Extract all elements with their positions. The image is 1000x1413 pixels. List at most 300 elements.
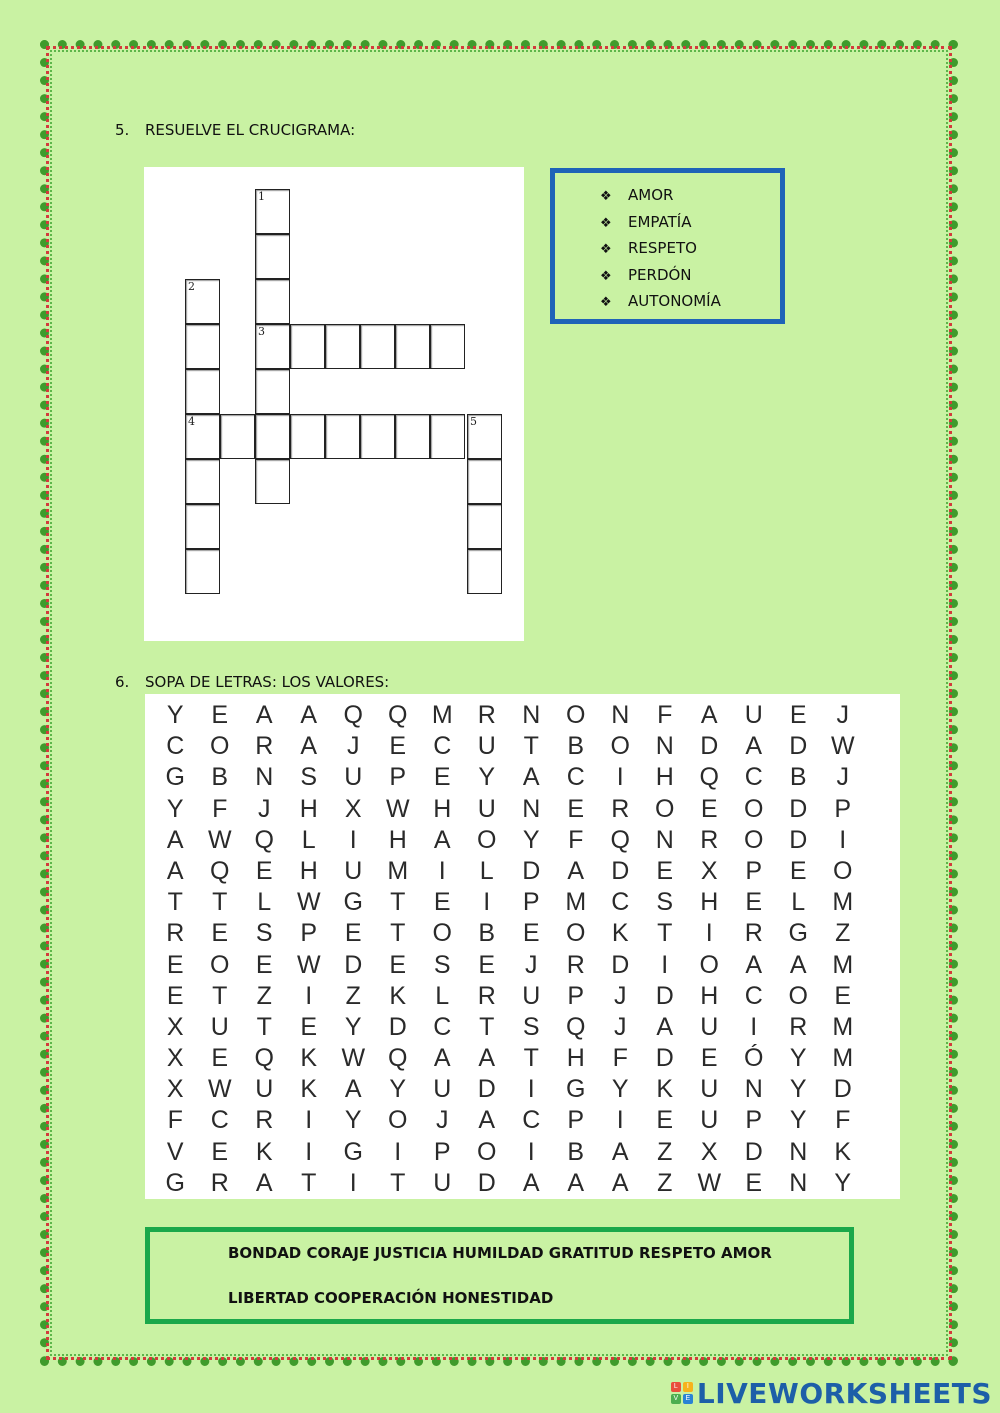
word-search-letter[interactable]: U (522, 981, 541, 1010)
word-search-letter[interactable]: N (744, 1075, 763, 1104)
crossword-cell[interactable] (467, 549, 502, 594)
word-search-letter[interactable]: A (567, 856, 585, 885)
word-search-letter[interactable]: S (300, 763, 318, 792)
word-search-letter[interactable]: J (525, 950, 538, 979)
word-search-letter[interactable]: P (567, 1106, 585, 1135)
word-search-letter[interactable]: D (655, 1044, 674, 1073)
word-search-letter[interactable]: E (700, 794, 718, 823)
word-search-letter[interactable]: Q (566, 1012, 586, 1041)
word-search-letter[interactable]: B (567, 1137, 585, 1166)
word-search-letter[interactable]: O (699, 950, 719, 979)
diamond-bullet-icon: ❖ (600, 189, 612, 204)
word-search-letter[interactable]: R (744, 919, 763, 948)
crossword-cell[interactable] (255, 459, 290, 504)
word-search-letter[interactable]: E (166, 950, 184, 979)
word-search-letter[interactable]: W (207, 1075, 232, 1104)
word-search-letter[interactable]: Y (789, 1075, 807, 1104)
word-search-letter[interactable]: N (255, 763, 274, 792)
word-search-letter[interactable]: K (656, 1075, 674, 1104)
word-search-letter[interactable]: Z (657, 1168, 673, 1197)
word-search-letter[interactable]: M (832, 1044, 854, 1073)
word-search-letter[interactable]: Q (388, 701, 408, 729)
word-search-letter[interactable]: S (522, 1012, 540, 1041)
word-search-letter[interactable]: N (789, 1137, 808, 1166)
word-search-letter[interactable]: W (341, 1044, 366, 1073)
word-search-letter[interactable]: T (167, 888, 183, 917)
word-search-letter[interactable]: Y (789, 1106, 807, 1135)
word-search-letter[interactable]: O (210, 950, 230, 979)
word-search-letter[interactable]: N (655, 732, 674, 761)
word-search-letter[interactable]: D (477, 1168, 496, 1197)
word-search-letter[interactable]: I (750, 1012, 758, 1041)
word-search-letter[interactable]: P (389, 763, 407, 792)
word-search-letter[interactable]: I (616, 1106, 624, 1135)
crossword-cell[interactable] (185, 549, 220, 594)
word-search-letter[interactable]: K (300, 1075, 318, 1104)
word-search-letter[interactable]: R (477, 701, 496, 729)
word-search-letter[interactable]: A (300, 732, 318, 761)
crossword-cell[interactable] (290, 324, 325, 369)
section-5-label: RESUELVE EL CRUCIGRAMA: (145, 121, 356, 139)
word-search-letter[interactable]: I (527, 1075, 535, 1104)
word-search-letter[interactable]: P (300, 919, 318, 948)
word-search-letter[interactable]: A (255, 1168, 273, 1197)
crossword-cell[interactable] (185, 324, 220, 369)
word-bank-line-2: LIBERTAD COOPERACIÓN HONESTIDAD (228, 1289, 554, 1307)
word-search-letter[interactable]: A (522, 1168, 540, 1197)
word-search-letter[interactable]: P (567, 981, 585, 1010)
clue-number-1: 1 (258, 190, 265, 203)
word-search-letter[interactable]: A (166, 856, 184, 885)
word-search-letter[interactable]: Y (166, 794, 184, 823)
word-search-letter[interactable]: M (832, 888, 854, 917)
word-search-letter[interactable]: I (616, 763, 624, 792)
word-search-letter[interactable]: Z (256, 981, 272, 1010)
word-search-letter[interactable]: U (433, 1168, 452, 1197)
crossword-cell[interactable] (185, 459, 220, 504)
crossword-cell[interactable] (395, 324, 430, 369)
word-search-letter[interactable]: A (433, 1044, 451, 1073)
word-search-letter[interactable]: E (211, 1137, 229, 1166)
word-search-letter[interactable]: H (566, 1044, 585, 1073)
word-search-letter[interactable]: X (700, 1137, 718, 1166)
word-search-letter[interactable]: I (305, 981, 313, 1010)
word-search-letter[interactable]: L (479, 856, 494, 885)
word-search-letter[interactable]: O (566, 701, 586, 729)
word-search-letter[interactable]: L (435, 981, 450, 1010)
word-search-letter[interactable]: U (477, 732, 496, 761)
word-search-letter[interactable]: D (611, 950, 630, 979)
word-search-letter[interactable]: N (522, 701, 541, 729)
word-search-letter[interactable]: P (745, 856, 763, 885)
word-search-letter[interactable]: I (438, 856, 446, 885)
word-search-letter[interactable]: Q (210, 856, 230, 885)
crossword-cell[interactable] (255, 279, 290, 324)
crossword-cell[interactable] (325, 414, 360, 459)
word-search-letter[interactable]: F (167, 1106, 183, 1135)
word-search-letter[interactable]: X (166, 1075, 184, 1104)
word-search-letter[interactable]: E (211, 1044, 229, 1073)
word-search-letter[interactable]: D (789, 794, 808, 823)
word-search-letter[interactable]: I (305, 1137, 313, 1166)
word-search-letter[interactable]: Y (478, 763, 496, 792)
word-search-letter[interactable]: G (165, 763, 185, 792)
word-search-letter[interactable]: E (389, 732, 407, 761)
word-search-letter[interactable]: Q (610, 825, 630, 854)
word-search-letter[interactable]: D (833, 1075, 852, 1104)
word-search-letter[interactable]: C (166, 732, 185, 761)
word-search-letter[interactable]: Z (345, 981, 361, 1010)
word-search-letter[interactable]: W (385, 794, 410, 823)
crossword-cell[interactable] (185, 369, 220, 414)
word-search-letter[interactable]: G (788, 919, 808, 948)
word-search-grid[interactable] (153, 700, 865, 1199)
crossword-cell[interactable] (430, 324, 465, 369)
crossword-cell[interactable] (220, 414, 255, 459)
word-search-letter[interactable]: A (344, 1075, 362, 1104)
word-search-letter[interactable]: V (166, 1137, 184, 1166)
word-search-letter[interactable]: W (296, 950, 321, 979)
word-search-letter[interactable]: D (388, 1012, 407, 1041)
word-search-letter[interactable]: A (656, 1012, 674, 1041)
word-search-letter[interactable]: A (611, 1137, 629, 1166)
word-search-letter[interactable]: O (477, 825, 497, 854)
word-search-letter[interactable]: P (433, 1137, 451, 1166)
word-search-letter[interactable]: N (789, 1168, 808, 1197)
word-search-letter[interactable]: Y (522, 825, 540, 854)
word-search-letter[interactable]: C (522, 1106, 541, 1135)
word-search-letter[interactable]: R (255, 1106, 274, 1135)
word-search-letter[interactable]: E (789, 856, 807, 885)
word-search-letter[interactable]: E (656, 856, 674, 885)
list-item: ❖ AMOR (600, 183, 780, 210)
word-search-letter[interactable]: N (522, 794, 541, 823)
word-search-letter[interactable]: U (433, 1075, 452, 1104)
word-search-letter[interactable]: S (255, 919, 273, 948)
crossword-cell[interactable] (430, 414, 465, 459)
word-search-letter[interactable]: D (477, 1075, 496, 1104)
crossword-cell[interactable] (290, 414, 325, 459)
word-search-letter[interactable]: D (789, 732, 808, 761)
word-search-letter[interactable]: E (255, 950, 273, 979)
crossword-cell[interactable] (185, 279, 220, 324)
word-search-letter[interactable]: G (343, 888, 363, 917)
word-search-letter[interactable]: J (258, 794, 271, 823)
word-search-letter[interactable]: H (433, 794, 452, 823)
word-search-letter[interactable]: N (611, 701, 630, 729)
word-search-letter[interactable]: A (567, 1168, 585, 1197)
diamond-bullet-icon: ❖ (600, 215, 612, 231)
word-search-letter[interactable]: I (483, 888, 491, 917)
word-search-letter[interactable]: D (655, 981, 674, 1010)
word-search-letter[interactable]: E (433, 888, 451, 917)
word-search-letter[interactable]: T (301, 1168, 317, 1197)
word-search-letter[interactable]: T (479, 1012, 495, 1041)
word-search-letter[interactable]: D (522, 856, 541, 885)
word-search-letter[interactable]: T (523, 1044, 539, 1073)
word-search-letter[interactable]: J (347, 732, 360, 761)
word-search-letter[interactable]: Z (835, 919, 851, 948)
word-search-letter[interactable]: P (522, 888, 540, 917)
word-search-letter[interactable]: O (744, 825, 764, 854)
word-search-letter[interactable]: A (745, 950, 763, 979)
word-search-letter[interactable]: O (833, 856, 853, 885)
word-search-letter[interactable]: Q (254, 825, 274, 854)
word-search-letter[interactable]: E (255, 856, 273, 885)
word-search-letter[interactable]: F (568, 825, 584, 854)
word-search-letter[interactable]: C (433, 732, 452, 761)
word-search-letter[interactable]: R (166, 919, 185, 948)
word-search-letter[interactable]: J (436, 1106, 449, 1135)
word-search-letter[interactable]: B (478, 919, 496, 948)
word-search-letter[interactable]: E (344, 919, 362, 948)
word-search-letter[interactable]: T (212, 888, 228, 917)
word-search-letter[interactable]: C (744, 763, 763, 792)
word-search-letter[interactable]: F (835, 1106, 851, 1135)
word-search-letter[interactable]: N (655, 825, 674, 854)
word-search-letter[interactable]: J (836, 763, 849, 792)
word-search-letter[interactable]: A (433, 825, 451, 854)
word-search-letter[interactable]: X (344, 794, 362, 823)
word-search-letter[interactable]: Y (166, 701, 184, 729)
word-search-letter[interactable]: U (700, 1106, 719, 1135)
word-search-letter[interactable]: O (477, 1137, 497, 1166)
word-search-letter[interactable]: M (565, 888, 587, 917)
word-search-letter[interactable]: E (433, 763, 451, 792)
word-search-letter[interactable]: Ó (744, 1044, 764, 1073)
word-search-letter[interactable]: I (349, 1168, 357, 1197)
word-search-letter[interactable]: T (390, 919, 406, 948)
word-search-letter[interactable]: F (612, 1044, 628, 1073)
logo-tiles-icon: L I V E (671, 1382, 693, 1404)
word-search-letter[interactable]: J (614, 981, 627, 1010)
list-item: ❖ PERDÓN (600, 263, 780, 290)
word-search-letter[interactable]: C (210, 1106, 229, 1135)
word-search-letter[interactable]: Q (343, 701, 363, 729)
word-search-letter[interactable]: M (431, 701, 453, 729)
word-search-letter[interactable]: I (305, 1106, 313, 1135)
word-search-letter[interactable]: A (478, 1106, 496, 1135)
word-search-letter[interactable]: H (299, 794, 318, 823)
word-search-letter[interactable]: A (166, 825, 184, 854)
word-search-letter[interactable]: E (789, 701, 807, 729)
crossword-cell[interactable] (360, 324, 395, 369)
word-search-letter[interactable]: E (478, 950, 496, 979)
word-search-letter[interactable]: I (839, 825, 847, 854)
crossword-cell[interactable] (395, 414, 430, 459)
word-search-letter[interactable]: R (477, 981, 496, 1010)
word-search-letter[interactable]: J (836, 701, 849, 729)
word-search-letter[interactable]: U (344, 763, 363, 792)
word-search-letter[interactable]: I (349, 825, 357, 854)
word-search-letter[interactable]: I (705, 919, 713, 948)
word-search-letter[interactable]: W (697, 1168, 722, 1197)
word-search-letter[interactable]: S (433, 950, 451, 979)
word-search-letter[interactable]: A (745, 732, 763, 761)
crossword-cell[interactable] (255, 414, 290, 459)
diamond-bullet-icon: ❖ (600, 295, 612, 310)
word-search-letter[interactable]: M (387, 856, 409, 885)
word-search-letter[interactable]: Q (699, 763, 719, 792)
word-search-letter[interactable]: D (744, 1137, 763, 1166)
crossword-cell[interactable] (325, 324, 360, 369)
word-search-letter[interactable]: U (255, 1075, 274, 1104)
word-search-letter[interactable]: L (301, 825, 316, 854)
word-search-letter[interactable]: Y (344, 1012, 362, 1041)
word-search-letter[interactable]: L (257, 888, 272, 917)
word-search-letter[interactable]: B (567, 732, 585, 761)
word-search-letter[interactable]: U (210, 1012, 229, 1041)
word-search-letter[interactable]: G (566, 1075, 586, 1104)
liveworksheets-logo (671, 1375, 992, 1411)
word-search-letter[interactable]: E (745, 1168, 763, 1197)
word-search-letter[interactable]: R (611, 794, 630, 823)
word-search-letter[interactable]: E (745, 888, 763, 917)
word-search-letter[interactable]: I (661, 950, 669, 979)
word-search-letter[interactable]: C (744, 981, 763, 1010)
word-search-letter[interactable]: H (700, 888, 719, 917)
word-search-letter[interactable]: Y (611, 1075, 629, 1104)
word-search-letter[interactable]: U (744, 701, 763, 729)
crossword-cell[interactable] (467, 414, 502, 459)
word-search-letter[interactable]: X (166, 1044, 184, 1073)
word-search-letter[interactable]: O (566, 919, 586, 948)
word-search-letter[interactable]: M (832, 1012, 854, 1041)
word-search-letter[interactable]: D (344, 950, 363, 979)
word-search-letter[interactable]: W (296, 888, 321, 917)
word-search-letter[interactable]: Y (834, 1168, 852, 1197)
word-search-letter[interactable]: A (522, 763, 540, 792)
word-search-letter[interactable]: R (210, 1168, 229, 1197)
word-search-letter[interactable]: Y (344, 1106, 362, 1135)
word-search-letter[interactable]: E (656, 1106, 674, 1135)
crossword-cell[interactable] (467, 459, 502, 504)
word-search-letter[interactable]: W (207, 825, 232, 854)
word-search-letter[interactable]: U (477, 794, 496, 823)
crossword-cell[interactable] (255, 324, 290, 369)
word-search-letter[interactable]: P (834, 794, 852, 823)
word-search-letter[interactable]: R (789, 1012, 808, 1041)
word-search-letter[interactable]: A (611, 1168, 629, 1197)
word-search-letter[interactable]: O (655, 794, 675, 823)
word-search-letter[interactable]: H (700, 981, 719, 1010)
word-search-letter[interactable]: K (611, 919, 629, 948)
word-search-letter[interactable]: T (523, 732, 539, 761)
word-search-letter[interactable]: O (610, 732, 630, 761)
word-search-letter[interactable]: U (700, 1075, 719, 1104)
crossword-cell[interactable] (360, 414, 395, 459)
word-search-letter[interactable]: E (522, 919, 540, 948)
word-search-letter[interactable]: O (432, 919, 452, 948)
word-search-letter[interactable]: C (566, 763, 585, 792)
crossword-cell[interactable] (467, 504, 502, 549)
word-search-letter[interactable]: E (389, 950, 407, 979)
word-search-letter[interactable]: L (791, 888, 806, 917)
word-search-letter[interactable]: T (657, 919, 673, 948)
word-search-letter[interactable]: D (611, 856, 630, 885)
word-search-letter[interactable]: E (211, 919, 229, 948)
word-search-letter[interactable]: X (700, 856, 718, 885)
word-search-letter[interactable]: A (478, 1044, 496, 1073)
word-search-letter[interactable]: H (299, 856, 318, 885)
word-search-letter[interactable]: D (700, 732, 719, 761)
word-search-letter[interactable]: E (300, 1012, 318, 1041)
word-search-letter[interactable]: R (255, 732, 274, 761)
crossword-cell[interactable] (255, 189, 290, 234)
word-search-letter[interactable]: G (165, 1168, 185, 1197)
word-search-letter[interactable]: Y (389, 1075, 407, 1104)
word-search-letter[interactable]: K (834, 1137, 852, 1166)
crossword-cell[interactable] (185, 414, 220, 459)
word-search-letter[interactable]: E (700, 1044, 718, 1073)
section-6-label: SOPA DE LETRAS: LOS VALORES: (145, 673, 390, 691)
word-search-letter[interactable]: E (211, 701, 229, 729)
word-search-letter[interactable]: Y (789, 1044, 807, 1073)
word-search-letter[interactable]: P (745, 1106, 763, 1135)
word-search-letter[interactable]: D (789, 825, 808, 854)
word-search-letter[interactable]: E (567, 794, 585, 823)
word-search-letter[interactable]: F (212, 794, 228, 823)
word-search-letter[interactable]: Q (388, 1044, 408, 1073)
word-search-letter[interactable]: W (830, 732, 855, 761)
word-search-letter[interactable]: T (212, 981, 228, 1010)
word-search-letter[interactable]: J (614, 1012, 627, 1041)
word-search-letter[interactable]: T (390, 888, 406, 917)
word-search-letter[interactable]: K (255, 1137, 273, 1166)
word-search-letter[interactable]: U (700, 1012, 719, 1041)
word-search-letter[interactable]: O (744, 794, 764, 823)
word-search-letter[interactable]: H (655, 763, 674, 792)
word-search-letter[interactable]: F (657, 701, 673, 729)
clue-number-2: 2 (188, 280, 195, 293)
word-search-letter[interactable]: U (344, 856, 363, 885)
word-search-letter[interactable]: I (394, 1137, 402, 1166)
word-search-letter[interactable]: X (166, 1012, 184, 1041)
word-search-letter[interactable]: G (343, 1137, 363, 1166)
section-5-number: 5. (115, 121, 130, 139)
word-search-letter[interactable]: T (256, 1012, 272, 1041)
word-search-letter[interactable]: E (166, 981, 184, 1010)
word-search-letter[interactable]: O (388, 1106, 408, 1135)
word-search-letter[interactable]: A (789, 950, 807, 979)
word-search-letter[interactable]: R (566, 950, 585, 979)
word-search-letter[interactable]: A (300, 701, 318, 729)
word-search-letter[interactable]: K (389, 981, 407, 1010)
word-search-letter[interactable]: M (832, 950, 854, 979)
word-search-letter[interactable]: C (433, 1012, 452, 1041)
word-search-letter[interactable]: Z (657, 1137, 673, 1166)
crossword-cell[interactable] (255, 369, 290, 414)
word-search-letter[interactable]: S (656, 888, 674, 917)
word-search-letter[interactable]: E (834, 981, 852, 1010)
word-search-letter[interactable]: I (527, 1137, 535, 1166)
word-search-letter[interactable]: Q (254, 1044, 274, 1073)
word-search-letter[interactable]: O (210, 732, 230, 761)
word-search-letter[interactable]: R (700, 825, 719, 854)
word-search-letter[interactable]: B (211, 763, 229, 792)
word-search-letter[interactable]: A (700, 701, 718, 729)
word-search-letter[interactable]: C (611, 888, 630, 917)
word-search-letter[interactable]: H (388, 825, 407, 854)
word-search-letter[interactable]: K (300, 1044, 318, 1073)
word-search-letter[interactable]: B (789, 763, 807, 792)
crossword-cell[interactable] (255, 234, 290, 279)
word-search-letter[interactable]: A (255, 701, 273, 729)
brand-name: LIVEWORKSHEETS (696, 1376, 992, 1410)
word-search-letter[interactable]: T (390, 1168, 406, 1197)
crossword-cell[interactable] (185, 504, 220, 549)
word-search-letter[interactable]: O (788, 981, 808, 1010)
